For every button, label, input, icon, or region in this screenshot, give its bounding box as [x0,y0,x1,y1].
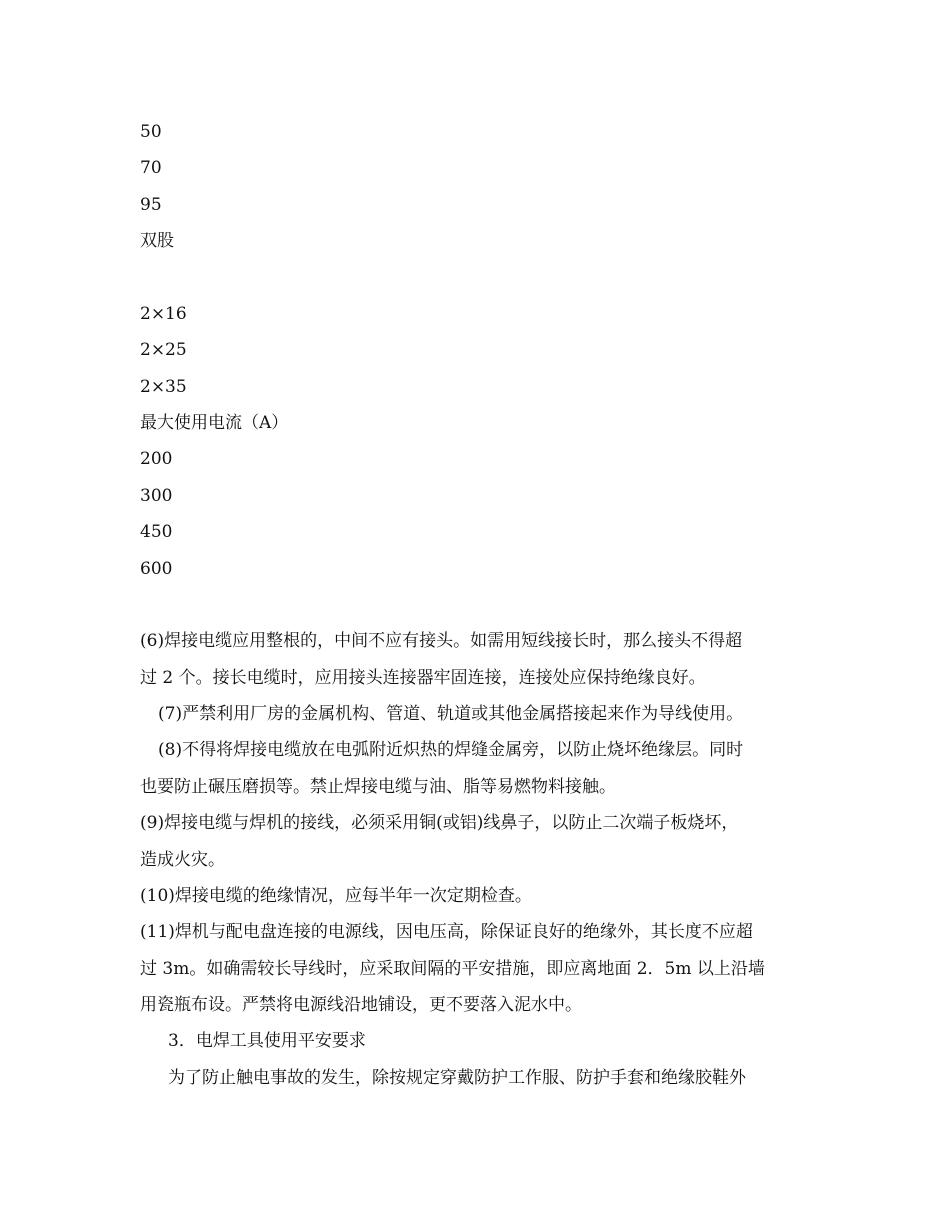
table-cell-2x35: 2×35 [140,377,187,397]
section-heading-3-text: 3．电焊工具使用平安要求 [168,1031,366,1051]
table-header-max-current: 最大使用电流（A） [140,413,289,433]
table-cell-section-70: 70 [140,158,162,178]
paragraph-10-line-1: (10)焊接电缆的绝缘情况，应每半年一次定期检查。 [140,886,532,906]
paragraph-8 [140,739,820,812]
paragraph-8-line-1: (8)不得将焊接电缆放在电弧附近炽热的焊缝金属旁，以防止烧坏绝缘层。同时 [158,740,744,760]
table-cell-double-label: 双股 [140,231,174,251]
table-cell-current-450: 450 [140,522,173,542]
section-heading-3 [140,1030,820,1067]
paragraph-11-line-1: (11)焊机与配电盘连接的电源线，因电压高，除保证良好的绝缘外，其长度不应超 [140,922,753,942]
paragraph-last [140,1067,820,1104]
table-cell-2x25: 2×25 [140,340,187,360]
paragraph-9-line-1: (9)焊接电缆与焊机的接线，必须采用铜(或铝)线鼻子，以防止二次端子板烧坏， [140,813,739,833]
paragraph-7 [140,703,820,740]
table-cell-current-200: 200 [140,449,173,469]
table-cell-section-95: 95 [140,195,162,215]
paragraph-11 [140,921,820,1031]
table-cell-current-600: 600 [140,559,173,579]
paragraph-11-line-2: 过 3m。如确需较长导线时，应采取间隔的平安措施，即应离地面 2．5m 以上沿墙 [140,958,765,979]
paragraph-last-line-1: 为了防止触电事故的发生，除按规定穿戴防护工作服、防护手套和绝缘胶鞋外 [168,1068,746,1088]
paragraph-6 [140,630,820,703]
paragraph-7-line-1: (7)严禁利用厂房的金属机构、管道、轨道或其他金属搭接起来作为导线使用。 [158,704,744,724]
table-cell-section-50: 50 [140,122,162,142]
paragraph-9 [140,812,820,885]
paragraph-6-line-2: 过 2 个。接长电缆时，应用接头连接器牢固连接，连接处应保持绝缘良好。 [140,667,706,688]
paragraph-8-line-2: 也要防止碾压磨损等。禁止焊接电缆与油、脂等易燃物料接触。 [140,776,616,797]
table-cell-2x16: 2×16 [140,304,187,324]
table-cell-current-300: 300 [140,486,173,506]
paragraph-10 [140,885,820,922]
paragraph-11-line-3: 用瓷瓶布设。严禁将电源线沿地铺设，更不要落入泥水中。 [140,995,582,1015]
paragraph-6-line-1: (6)焊接电缆应用整根的，中间不应有接头。如需用短线接长时，那么接头不得超 [140,631,743,651]
paragraph-9-line-2: 造成火灾。 [140,849,225,870]
